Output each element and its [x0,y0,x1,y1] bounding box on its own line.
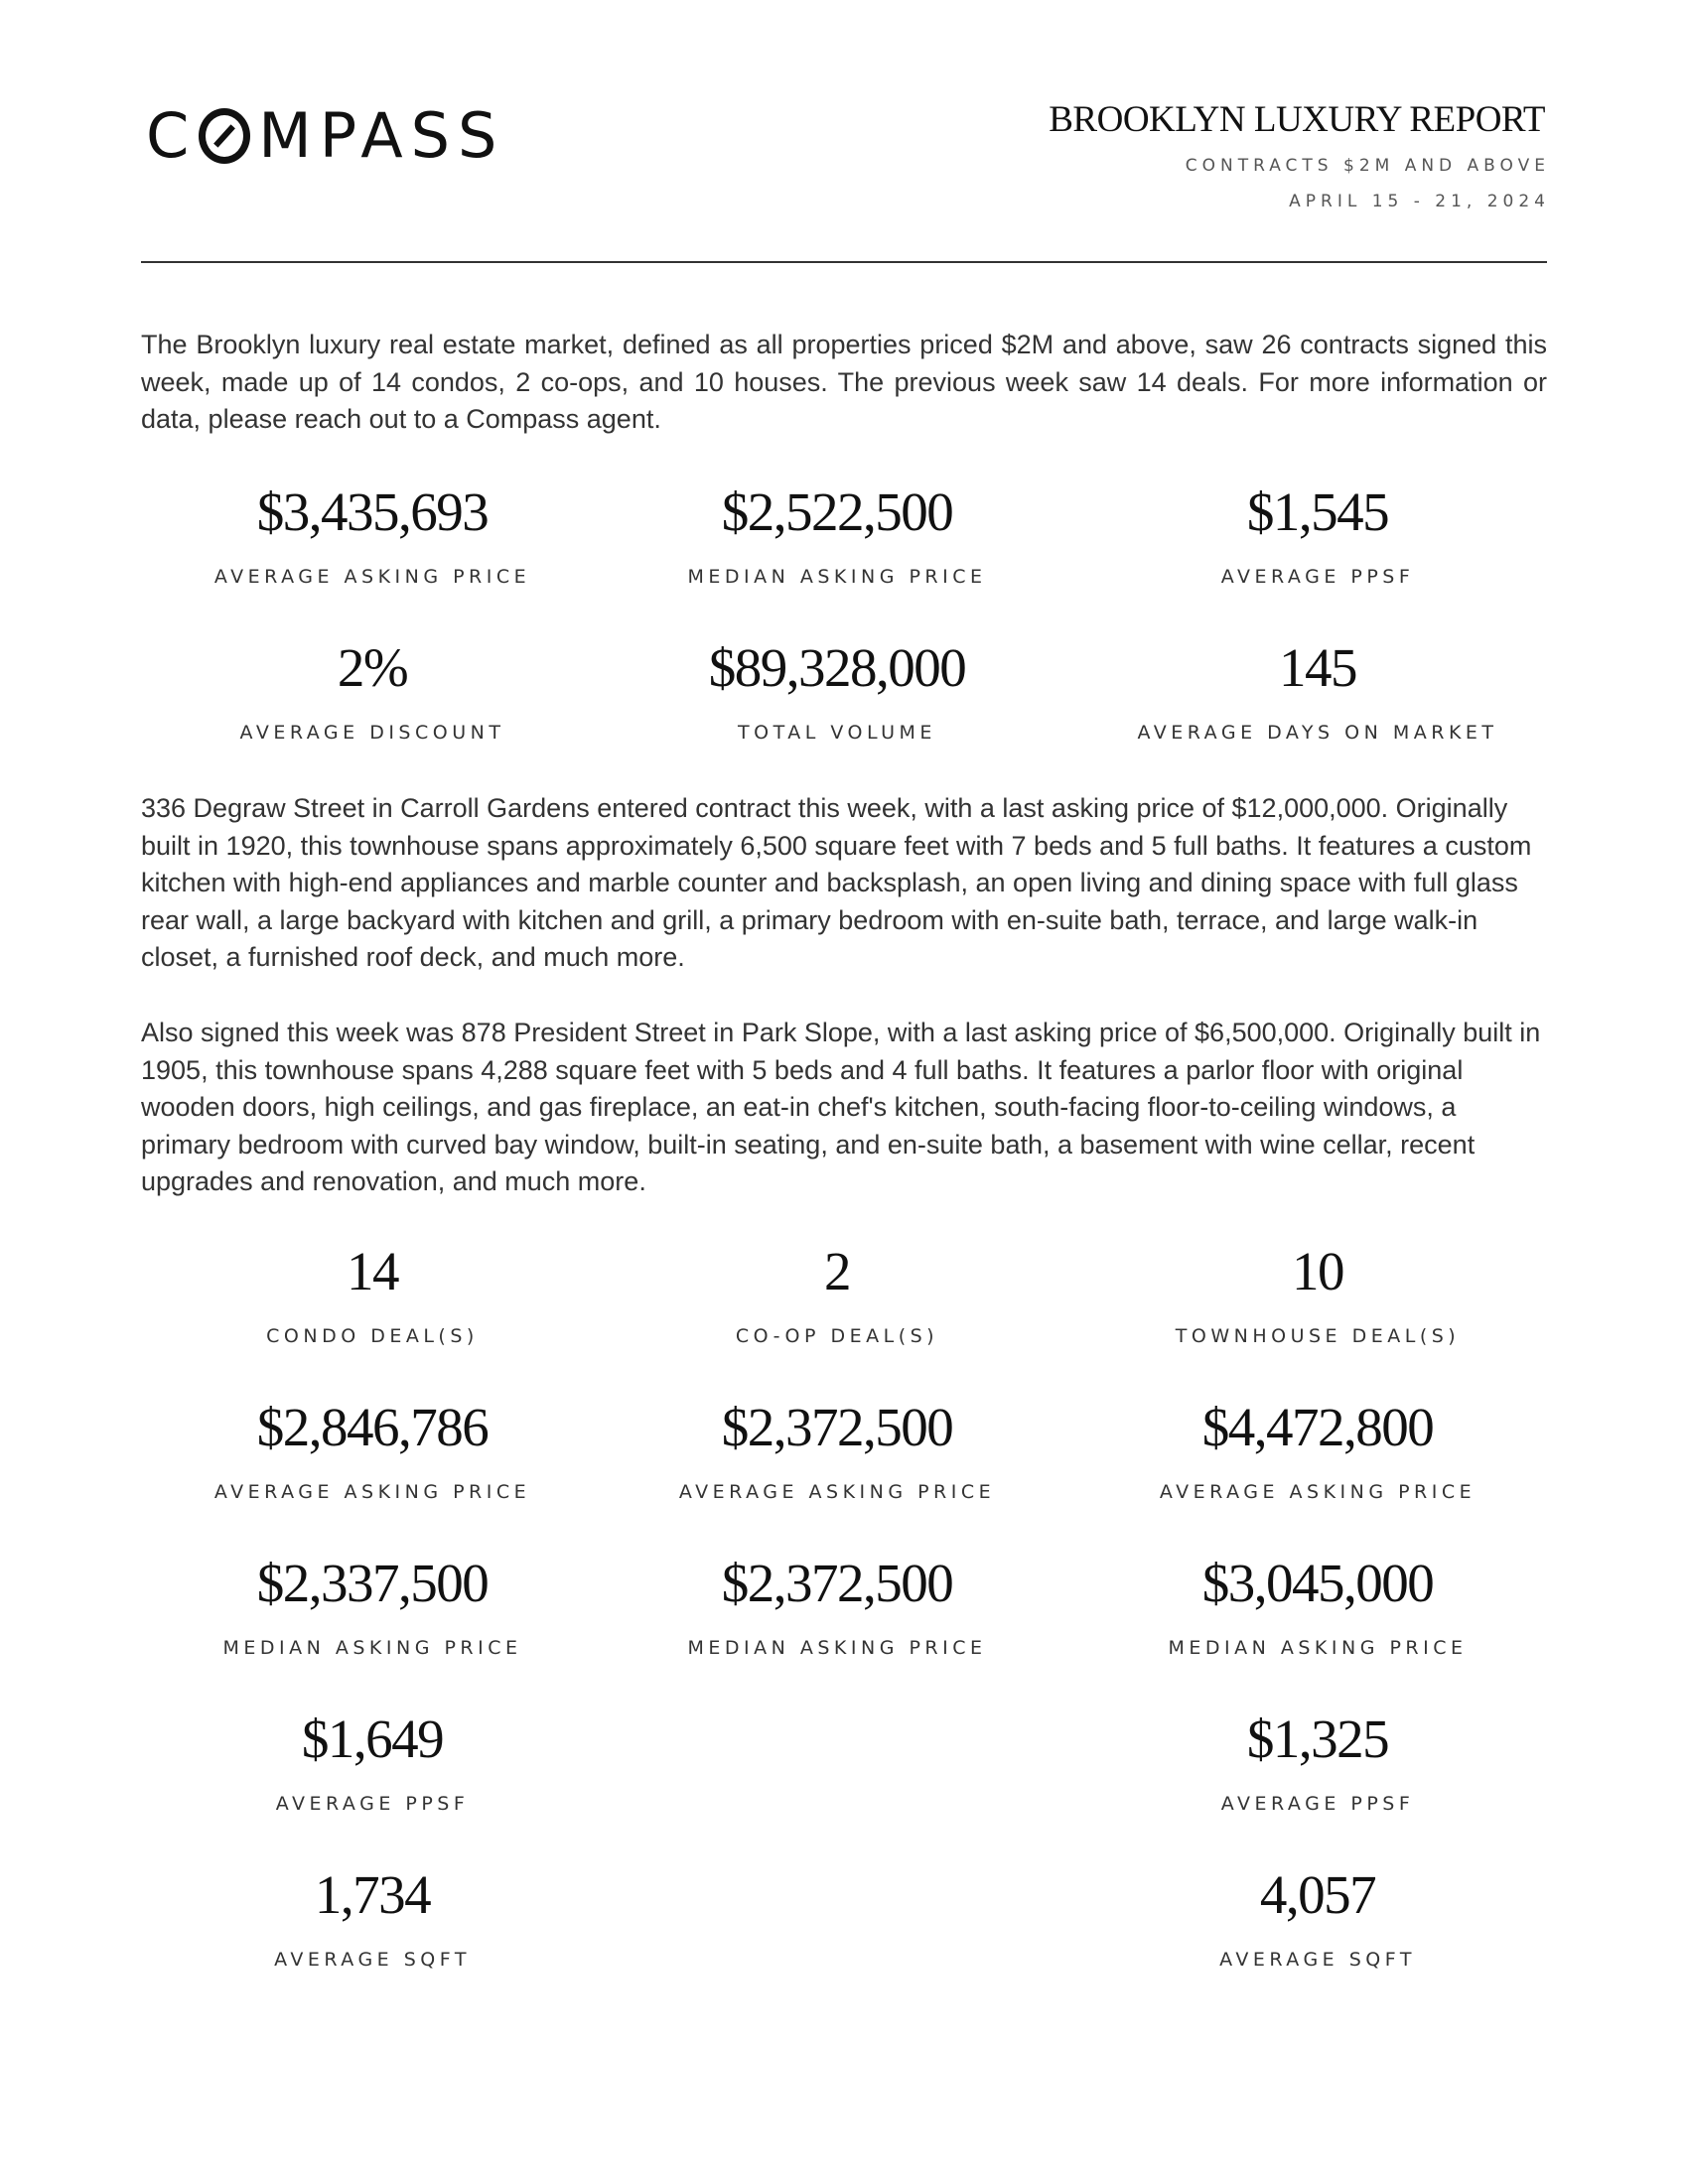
stat-row [141,637,1547,796]
stat-condo-average-asking [144,1397,601,1503]
logo-letters-rest: MPASS [258,99,505,172]
stat-label: AVERAGE PPSF [275,1793,470,1815]
stat-value: 2 [824,1241,850,1301]
stat-label: AVERAGE SQFT [1219,1949,1416,1971]
stat-row-average-ppsf [141,1708,1547,1867]
stat-condo-deals [144,1241,601,1347]
stat-value: $1,545 [1246,481,1389,542]
logo-letter-c: C [146,99,198,172]
stat-townhouse-average-asking [1089,1397,1546,1503]
report-subtitle: CONTRACTS $2M AND ABOVE [1185,156,1550,176]
stat-label: AVERAGE PPSF [1220,566,1415,588]
stat-value: $2,372,500 [721,1397,953,1457]
stat-townhouse-median-asking [1089,1553,1546,1659]
stat-value: $2,522,500 [721,481,953,542]
report-date-range: APRIL 15 - 21, 2024 [1289,192,1550,211]
report-title-block [1049,99,1550,229]
stat-row-deals [141,1241,1547,1400]
stat-label: AVERAGE ASKING PRICE [213,566,531,588]
stat-value: 2% [337,637,408,698]
stat-value: 145 [1279,637,1356,698]
stat-label: MEDIAN ASKING PRICE [687,566,987,588]
stat-average-asking-price [144,481,601,588]
stat-label: AVERAGE DISCOUNT [239,722,505,744]
stat-label: CONDO DEAL(S) [266,1325,479,1347]
stat-label: MEDIAN ASKING PRICE [1168,1637,1468,1659]
stat-townhouse-deals [1089,1241,1546,1347]
stat-value: 1,734 [314,1864,431,1925]
stat-average-discount [144,637,601,744]
stat-value: $2,846,786 [256,1397,489,1457]
stat-value: $3,045,000 [1201,1553,1434,1613]
stat-condo-average-ppsf [144,1708,601,1815]
stat-label: AVERAGE SQFT [274,1949,471,1971]
stat-median-asking-price [609,481,1065,588]
stat-average-ppsf [1089,481,1546,588]
stat-value: $2,372,500 [721,1553,953,1613]
stat-average-days-on-market [1089,637,1546,744]
stat-label: MEDIAN ASKING PRICE [222,1637,522,1659]
stat-coop-median-asking [609,1553,1065,1659]
stat-label: AVERAGE PPSF [1220,1793,1415,1815]
intro-paragraph: The Brooklyn luxury real estate market, defined as all properties priced $2M and above, saw 26 contracts signed this week, made up of 14 condos, 2 co-ops, and 10 houses. The previous week saw 14 deals. For more information or data, please reach out to a Compass agent. [141,330,1547,434]
report-title: BROOKLYN LUXURY REPORT [1049,99,1545,140]
stat-value: $1,325 [1246,1708,1389,1769]
stat-label: AVERAGE ASKING PRICE [678,1481,996,1503]
stat-value: 14 [347,1241,398,1301]
report-header [141,0,1550,264]
stat-townhouse-average-sqft [1089,1864,1546,1971]
compass-o-icon [199,108,250,164]
stat-value: 4,057 [1259,1864,1376,1925]
highlight-paragraph-degraw: 336 Degraw Street in Carroll Gardens entered contract this week, with a last asking price of $12,000,000. Originally built in 1920, this townhouse spans approximately 6,500 square feet with 7 beds and 5 full baths. It features a custom kitchen with high-end appliances and marble counter and backsplash, an open living and dining space with full glass rear wall, a large backyard with kitchen and grill, a primary bedroom with en-suite bath, terrace, and large walk-in closet, a furnished roof deck, and much more. [141,793,1532,972]
stat-coop-deals [609,1241,1065,1347]
stat-value: $3,435,693 [256,481,489,542]
stat-value: $1,649 [301,1708,444,1769]
stat-label: AVERAGE DAYS ON MARKET [1137,722,1498,744]
summary-stats-grid [141,481,1547,796]
property-type-stats-grid [141,1241,1547,2023]
stat-row-median-asking [141,1553,1547,1711]
stat-row-average-sqft [141,1864,1547,2023]
stat-row [141,481,1547,640]
stat-label: MEDIAN ASKING PRICE [687,1637,987,1659]
stat-value: 10 [1292,1241,1343,1301]
stat-label: AVERAGE ASKING PRICE [1159,1481,1477,1503]
compass-logo [146,99,505,172]
stat-label: TOTAL VOLUME [738,722,936,744]
stat-townhouse-average-ppsf [1089,1708,1546,1815]
stat-coop-average-asking [609,1397,1065,1503]
stat-row-average-asking [141,1397,1547,1556]
stat-value: $4,472,800 [1201,1397,1434,1457]
report-page [141,0,1550,1971]
stat-condo-median-asking [144,1553,601,1659]
stat-label: AVERAGE ASKING PRICE [213,1481,531,1503]
stat-total-volume [609,637,1065,744]
stat-condo-average-sqft [144,1864,601,1971]
stat-label: CO-OP DEAL(S) [735,1325,939,1347]
stat-value: $2,337,500 [256,1553,489,1613]
stat-label: TOWNHOUSE DEAL(S) [1175,1325,1461,1347]
stat-value: $89,328,000 [708,637,966,698]
highlight-paragraph-president: Also signed this week was 878 President Street in Park Slope, with a last asking price of $6,500,000. Originally built in 1905, this townhouse spans 4,288 square feet with 5 beds and 4 full baths. It features a parlor floor with original wooden doors, high ceilings, and gas fireplace, an eat-in chef's kitchen, south-facing floor-to-ceiling windows, a primary bedroom with curved bay window, built-in seating, and en-suite bath, a basement with wine cellar, recent upgrades and renovation, and much more. [141,1018,1541,1196]
header-divider [141,261,1547,263]
